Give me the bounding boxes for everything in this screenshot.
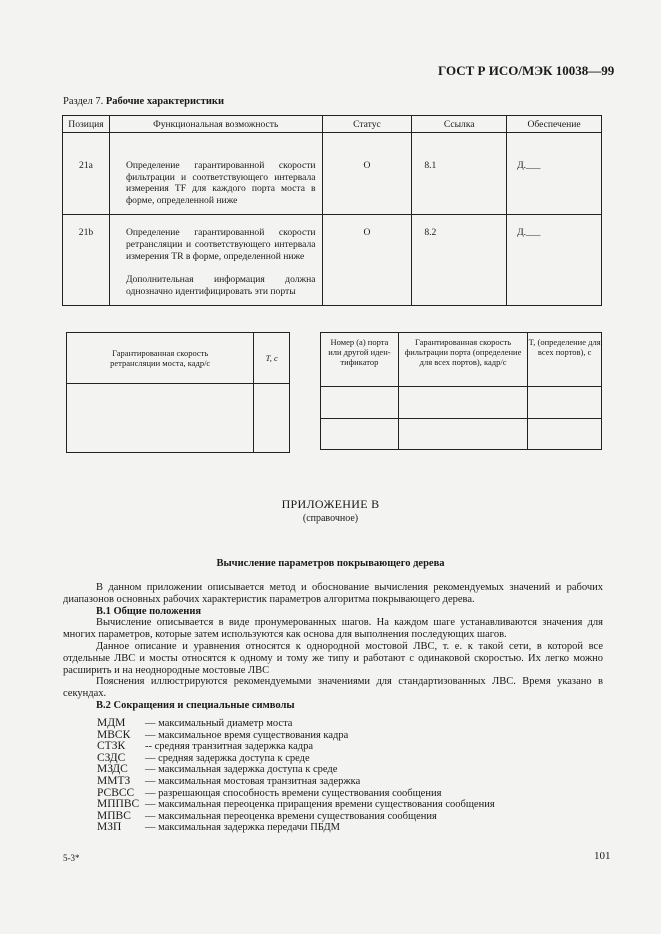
cell-position: 21a [63,133,110,215]
empty-cell [321,387,399,419]
appendix-body [63,582,603,712]
empty-cell [398,419,528,450]
paragraph: В данном приложении описывается метод и обоснование вычисления рекомендуемых значений и рабочих диапазонов основных рабочих характеристик параметров алгоритма покрывающего дерева. [63,582,603,605]
abbreviation-item [97,741,495,753]
empty-cell [528,387,602,419]
abbreviation-definition: — максимальная переоценка времени существования сообщения [145,810,437,822]
col-header: T, (определение для всех портов), с [528,333,602,387]
section-prefix: Раздел 7. [63,96,104,107]
table-header-row [321,333,602,387]
page-number: 101 [594,850,611,862]
cell-provision: Д.___ [507,133,602,215]
abbreviation: СЗДС [97,751,126,764]
empty-cell [254,384,290,453]
abbreviation-definition: — максимальная задержка передачи ПБДМ [145,822,340,834]
cell-status: О [322,133,412,215]
paragraph: Данное описание и уравнения относятся к однородной мостовой ЛВС, т. е. к такой сети, в которой все отдельные ЛВС и мосты относятся к одному и тому же типу и работают с одинаковой скоростью. Их легко можно расширить и на неоднородные мостовые ЛВС [63,640,603,676]
abbreviation-definition: — разрешающая способность времени существования сообщения [145,787,442,799]
table-row [63,133,602,215]
abbreviation-item [97,788,495,800]
abbreviation: МДМ [97,717,126,729]
table-header-row [67,333,290,384]
abbreviation: СТЗК [97,740,126,753]
col-header: Ссылка [412,116,507,133]
port-rate-table [320,332,602,450]
table-row [63,215,602,306]
abbreviation: ММТЗ [97,774,131,787]
empty-cell [321,419,399,450]
col-header: Гарантированная скорость фильтрации порта (определение для всех портов), кадр/с [398,333,528,387]
abbreviation: МПВС [97,809,131,822]
table-row [321,419,602,450]
cell-reference: 8.1 [412,133,507,215]
standard-code: ГОСТ Р ИСО/МЭК 10038—99 [438,63,615,78]
abbreviation: РСВСС [97,786,135,799]
abbreviation-definition: — максимальный диаметр моста [145,718,293,729]
abbreviation-definition: — максимальное время существования кадра [145,729,349,741]
empty-cell [398,387,528,419]
appendix-title: ПРИЛОЖЕНИЕ В [281,497,380,511]
col-header: Статус [322,116,412,133]
cell-status: О [322,215,412,306]
abbreviation-definition: — максимальная задержка доступа к среде [145,764,338,776]
col-header: Номер (а) порта или другой идентификатор [321,333,399,387]
abbreviation-definition: -- средняя транзитная задержка кадра [145,741,314,753]
table-header-row [63,116,602,133]
appendix-name: Вычисление параметров покрывающего дерева [216,558,445,569]
section-title: Рабочие характеристики [105,96,225,107]
abbreviation-item [97,776,495,788]
cell-position: 21b [63,215,110,306]
col-header: Функциональная возможность [109,116,322,133]
col-header: Позиция [63,116,110,133]
cell-reference: 8.2 [412,215,507,306]
cell-function [109,133,322,215]
abbreviation: МППВС [97,798,140,811]
paragraph: Вычисление описывается в виде пронумерованных шагов. На каждом шаге устанавливаются значения для многих параметров, которые затем используются как основа для выполнения последующих шагов. [63,617,603,641]
empty-cell [67,384,254,453]
table-row [321,387,602,419]
abbreviation-item [97,753,495,765]
abbreviation: МВСК [97,728,131,741]
abbreviation: МЗДС [97,763,128,776]
function-text: Дополнительная информация должна однозначно идентифицировать эти порты [125,274,316,297]
abbreviation-item [97,811,495,823]
abbreviation-item [97,718,495,730]
function-text: Определение гарантированной скорости ретрансляции и соответствующего интервала измерения TR в форме, определенной ниже [125,227,316,262]
abbreviation: МЗП [97,821,122,834]
col-header: Гарантированная скорость ретрансляции моста, кадр/с [67,333,254,384]
empty-cell [528,419,602,450]
cell-function [109,215,322,306]
abbreviation-item [97,822,495,834]
appendix-subtitle: (справочное) [302,513,359,524]
abbreviation-item [97,799,495,811]
subsection-heading: В.1 Общие положения [96,605,202,617]
abbreviation-item [97,730,495,742]
subsection-heading: В.2 Сокращения и специальные символы [96,699,295,711]
signature-mark: 5-3* [63,853,80,863]
section-heading [63,96,224,107]
paragraph: Пояснения иллюстрируются рекомендуемыми значениями для стандартизованных ЛВС. Время указано в секундах. [63,676,603,700]
bridge-rate-table [66,332,290,453]
abbreviation-item [97,764,495,776]
col-header: Обеспечение [507,116,602,133]
abbreviation-definition: — максимальная мостовая транзитная задержка [145,775,361,787]
table-row [67,384,290,453]
abbreviation-definition: — максимальная переоценка приращения времени существования сообщения [145,799,495,811]
col-header: T, с [254,333,290,384]
function-text: Определение гарантированной скорости фильтрации и соответствующего интервала измерения TF для каждого порта моста в форме, определенной ниже [125,160,316,206]
requirements-table [62,115,602,306]
cell-provision: Д.___ [507,215,602,306]
abbreviation-list [97,718,495,834]
abbreviation-definition: — средняя задержка доступа к среде [145,752,310,764]
